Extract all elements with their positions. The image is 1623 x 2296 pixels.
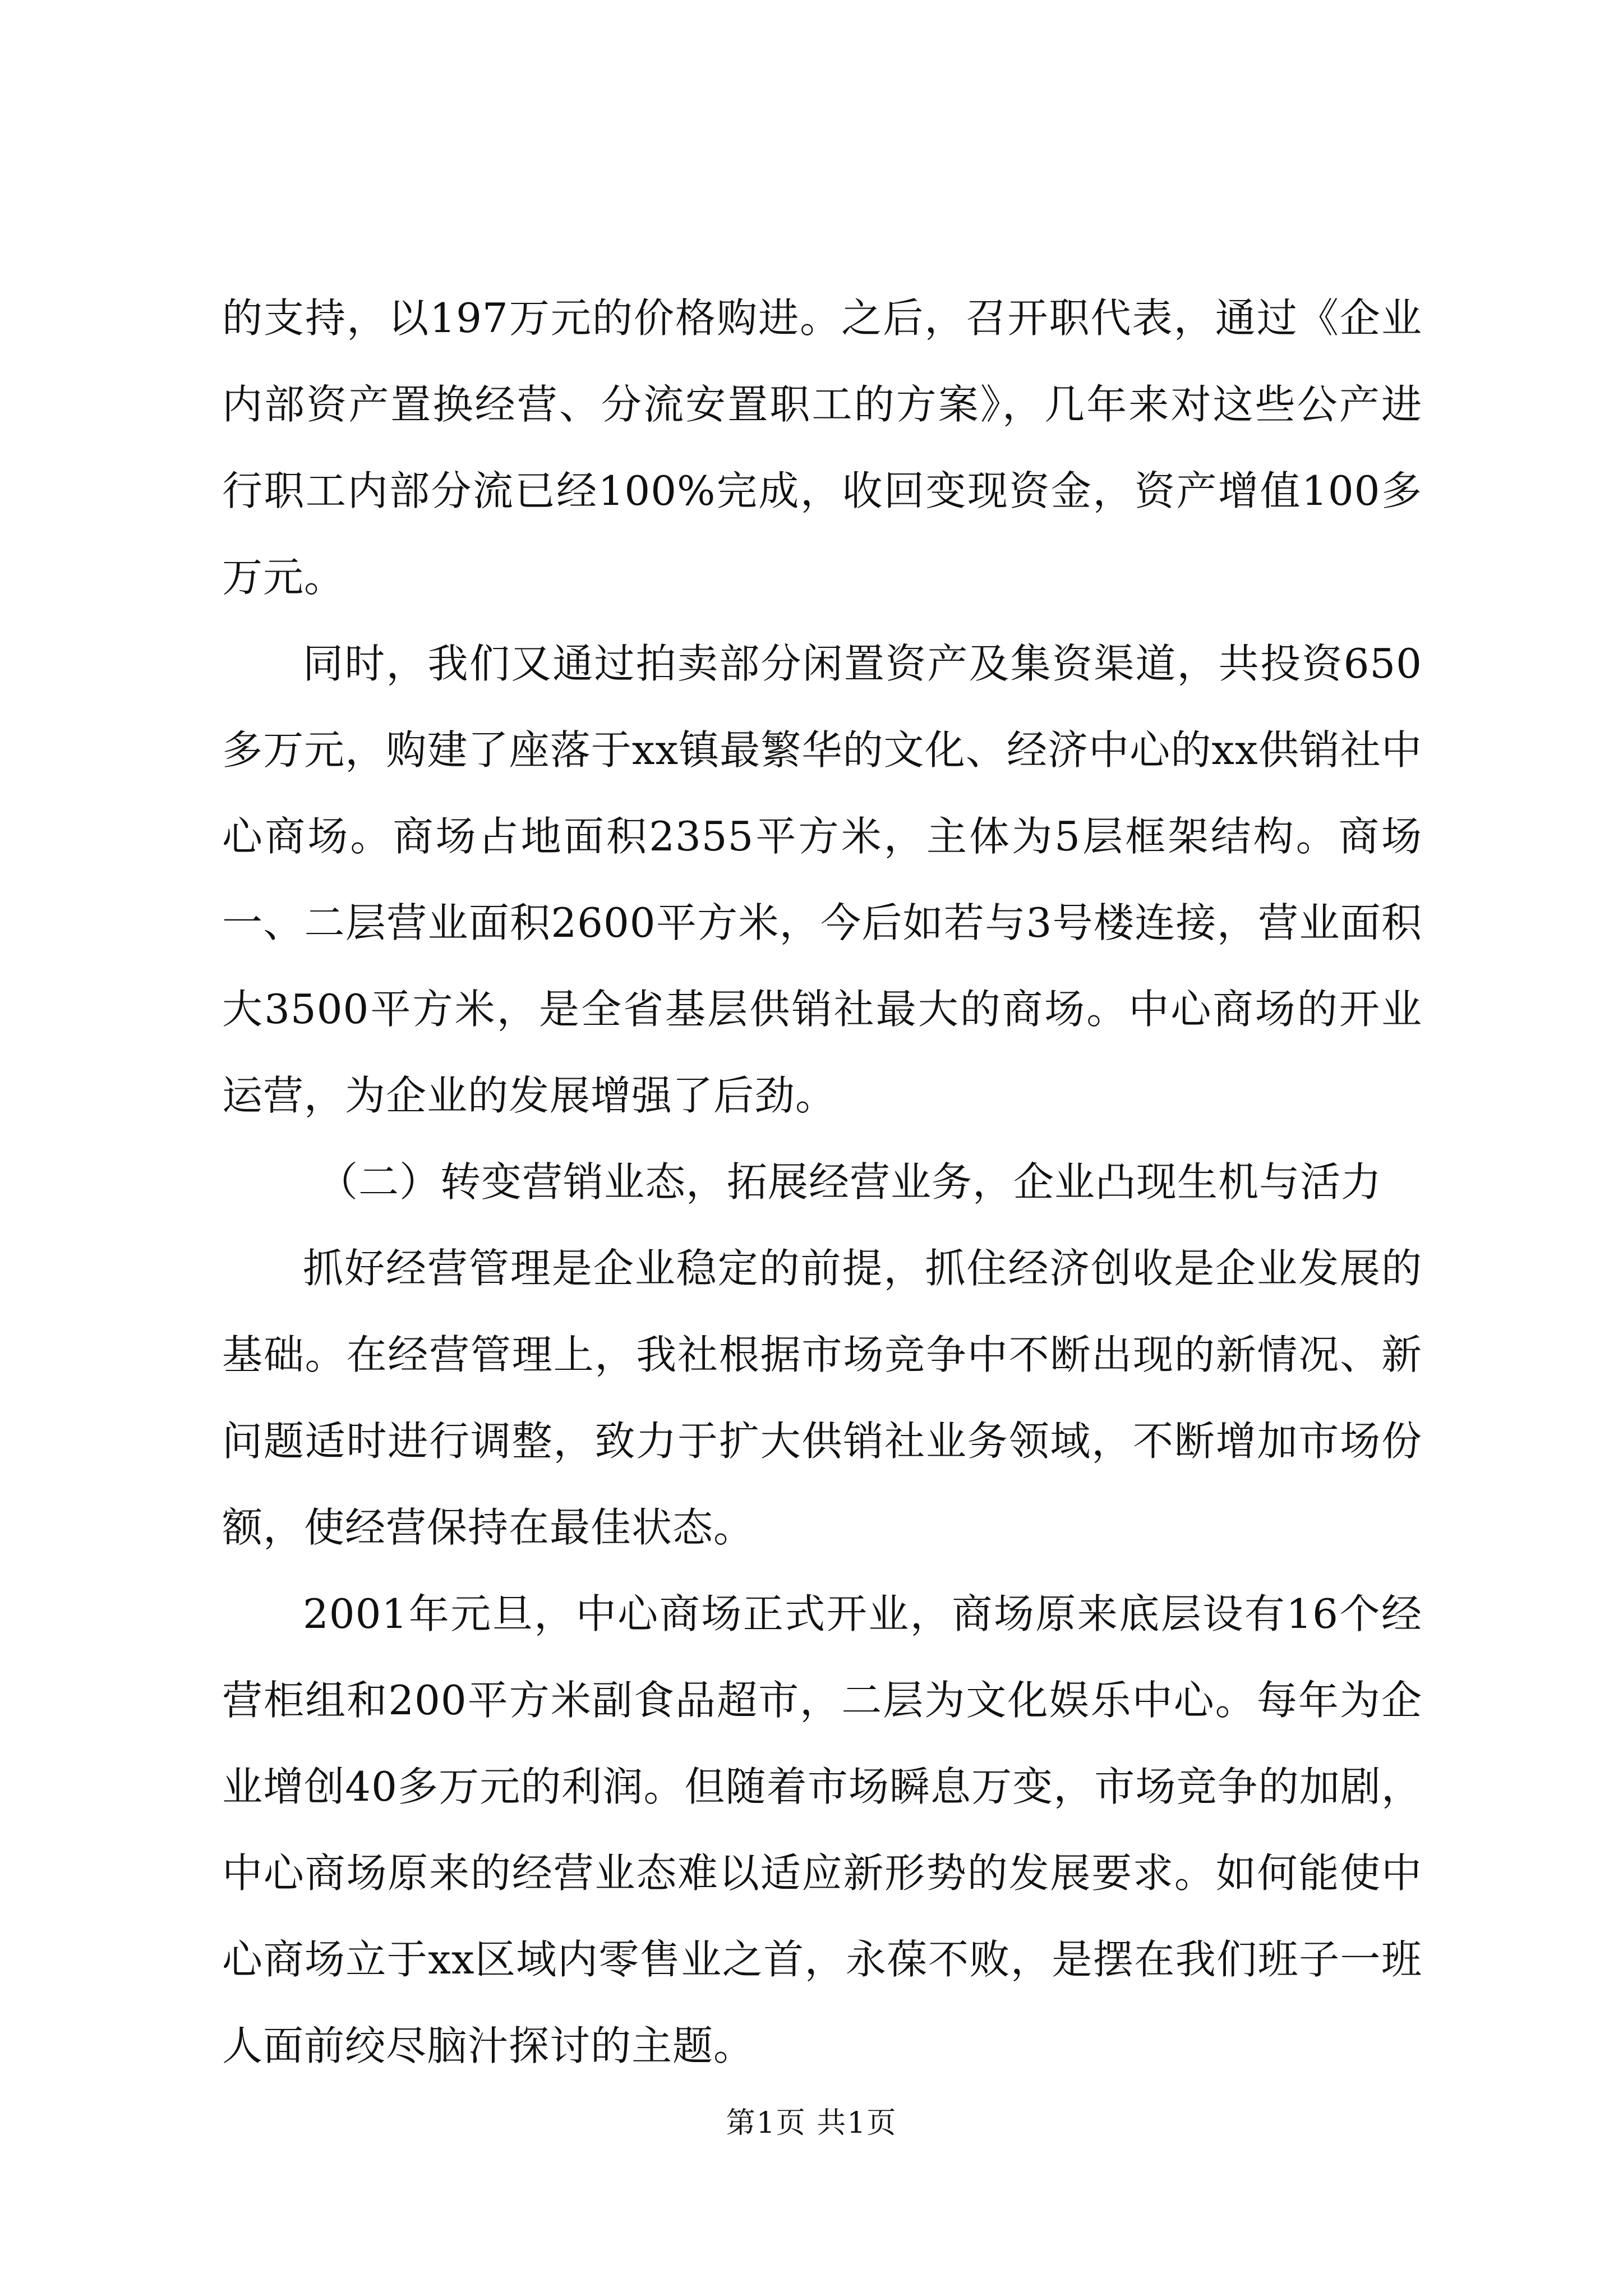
section-heading: （二）转变营销业态，拓展经营业务，企业凸现生机与活力 [317, 1158, 1382, 1205]
paragraph-continuation: 的支持，以197万元的价格购进。之后，召开职代表，通过《企业内部资产置换经营、分流安置职工的方案》，几年来对这些公产进行职工内部分流已经100%完成，收回变现资金，资产增值100多万元。 [222, 295, 1422, 601]
page-number-footer: 第1页 共1页 [726, 2106, 897, 2140]
paragraph-management: 抓好经营管理是企业稳定的前提，抓住经济创收是企业发展的基础。在经营管理上，我社根据市场竞争中不断出现的新情况、新问题适时进行调整，致力于扩大供销社业务领域，不断增加市场份额，使经营保持在最佳状态。 [222, 1245, 1422, 1551]
paragraph-investment: 同时，我们又通过拍卖部分闲置资产及集资渠道，共投资650多万元，购建了座落于xx镇最繁华的文化、经济中心的xx供销社中心商场。商场占地面积2355平方米，主体为5层框架结构。商场一、二层营业面积2600平方米，今后如若与3号楼连接，营业面积大3500平方米，是全省基层供销社最大的商场。中心商场的开业运营，为企业的发展增强了后劲。 [222, 640, 1422, 1119]
paragraph-mall-opening: 2001年元旦，中心商场正式开业，商场原来底层设有16个经营柜组和200平方米副食品超市，二层为文化娱乐中心。每年为企业增创40多万元的利润。但随着市场瞬息万变，市场竞争的加剧，中心商场原来的经营业态难以适应新形势的发展要求。如何能使中心商场立于xx区域内零售业之首，永葆不败，是摆在我们班子一班人面前绞尽脑汁探讨的主题。 [222, 1590, 1422, 2069]
document-body [222, 275, 1422, 2089]
